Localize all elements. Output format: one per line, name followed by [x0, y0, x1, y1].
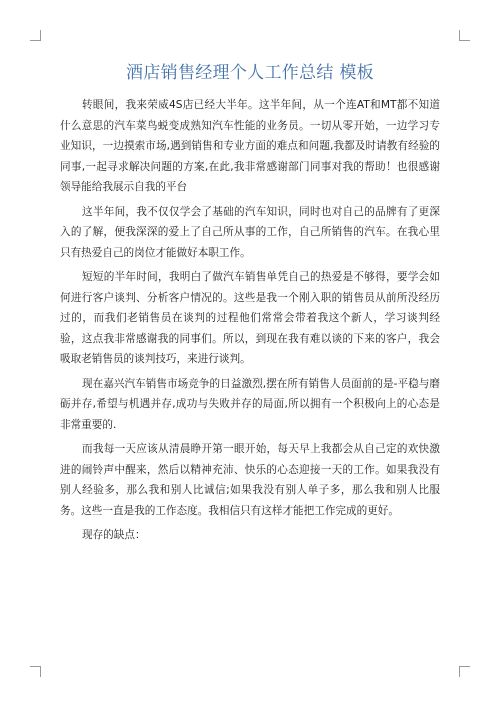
corner-mark-bottom-left: [30, 666, 41, 677]
corner-mark-bottom-right: [459, 666, 470, 677]
paragraph-5: 而我每一天应该从清晨睁开第一眼开始，每天早上我都会从自己定的欢快激进的闹铃声中醒来，然后以精神充沛、快乐的心态迎接一天的工作。如果我没有别人经验多，那么我和别人比诚信;如果我没有别人单子多，那么我和别人比服务。这些一直是我的工作态度。我相信只有这样才能把工作完成的更好。: [60, 443, 440, 517]
paragraph-3: 短短的半年时间，我明白了做汽车销售单凭自己的热爱是不够得，要学会如何进行客户谈判、分析客户情况的。这些是我一个刚入职的销售员从前所没经历过的，而我们老销售员在谈判的过程他们常常会带着我这个新人，学习谈判经验，这点我非常感谢我的同事们。所以，到现在我有难以谈的下来的客户，我会吸取老销售员的谈判技巧，来进行谈判。: [60, 271, 440, 365]
paragraph-4: 现在嘉兴汽车销售市场竞争的日益激烈,摆在所有销售人员面前的是-平稳与磨砺并存,希望与机遇并存,成功与失败并存的局面,所以拥有一个积极向上的心态是非常重要的.: [60, 377, 440, 431]
paragraph-2: 这半年间，我不仅仅学会了基础的汽车知识，同时也对自己的品牌有了更深入的了解，便我深深的爱上了自己所从事的工作，自己所销售的汽车。在我心里只有热爱自己的岗位才能做好本职工作。: [60, 205, 440, 259]
corner-mark-top-left: [30, 30, 41, 41]
paragraph-1: 转眼间，我来荣威4S店已经大半年。这半年间，从一个连AT和MT都不知道什么意思的汽车菜鸟蜕变成熟知汽车性能的业务员。一切从零开始，一边学习专业知识，一边摸索市场,遇到销售和专业方面的难点和问题,我都及时请教有经验的同事,一起寻求解决问题的方案,在此,我非常感谢部门同事对我的帮助！也很感谢领导能给我展示自我的平台: [60, 99, 440, 193]
corner-mark-top-right: [459, 30, 470, 41]
document-body: [60, 95, 440, 550]
document-title: 酒店销售经理个人工作总结 模板: [126, 63, 374, 83]
paragraph-6: 现存的缺点：: [82, 529, 146, 541]
